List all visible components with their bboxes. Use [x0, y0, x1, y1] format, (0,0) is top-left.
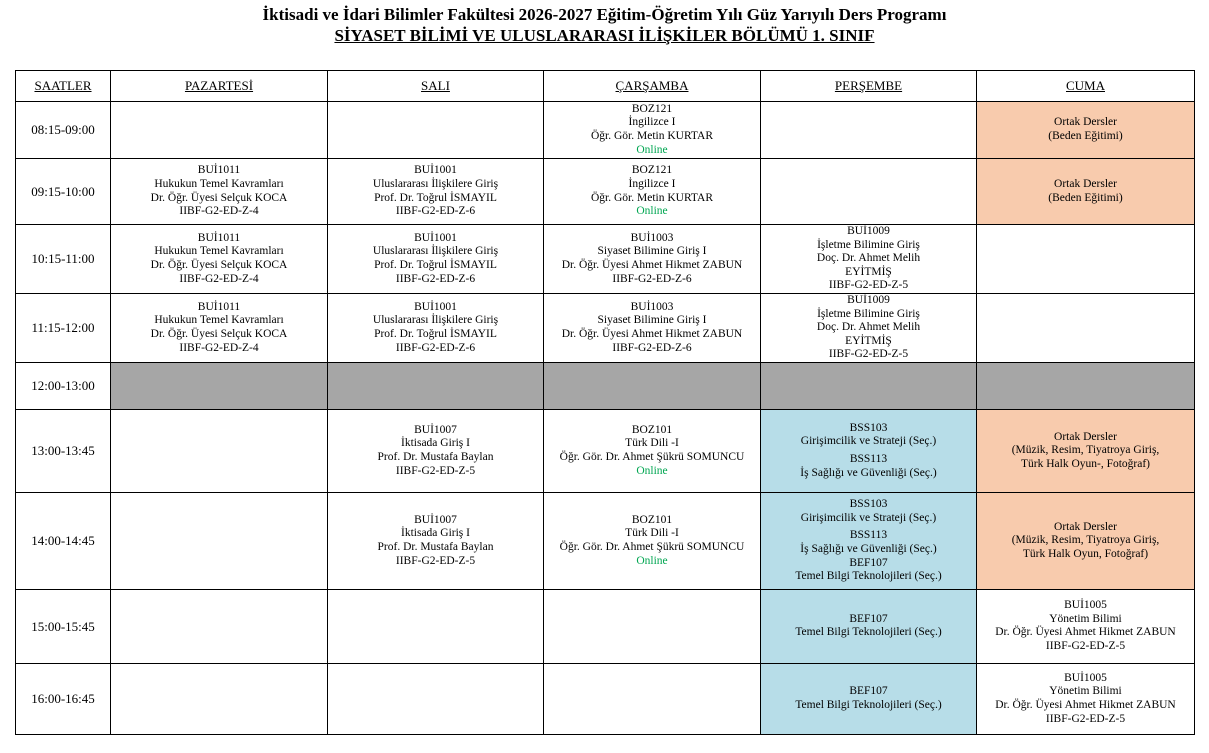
course-code: BUİ1009: [847, 293, 890, 306]
course-name: Türk Dili -I: [625, 527, 679, 540]
cell-tue: [328, 663, 544, 734]
table-row: [16, 225, 1195, 294]
classroom: IIBF-G2-ED-Z-6: [395, 272, 476, 285]
classroom: IIBF-G2-ED-Z-5: [828, 279, 909, 292]
time-cell: 15:00-15:45: [16, 589, 111, 663]
instructor: Öğr. Gör. Metin KURTAR: [590, 191, 713, 204]
instructor: Öğr. Gör. Dr. Ahmet Şükrü SOMUNCU: [559, 450, 745, 463]
course-name: İktisada Giriş I: [401, 437, 470, 450]
course-name: Yönetim Bilimi: [1049, 612, 1122, 625]
course-code: BUİ1005: [1064, 599, 1107, 612]
col-header-carsamba: ÇARŞAMBA: [544, 71, 761, 102]
instructor: Dr. Öğr. Üyesi Ahmet Hikmet ZABUN: [995, 626, 1176, 639]
course-note: (Beden Eğitimi): [1048, 191, 1123, 204]
instructor: Öğr. Gör. Metin KURTAR: [590, 130, 713, 142]
col-header-pazartesi: PAZARTESİ: [111, 71, 328, 102]
course-code: BEF107: [849, 556, 888, 569]
course-code: BUİ1003: [630, 300, 674, 313]
cell-mon: [111, 663, 328, 734]
time-cell: 11:15-12:00: [16, 293, 111, 362]
cell-fri-common: [977, 492, 1195, 589]
cell-wed: [544, 663, 761, 734]
cell-thu: [761, 293, 977, 362]
course-name: Yönetim Bilimi: [1049, 685, 1122, 698]
classroom: IIBF-G2-ED-Z-6: [612, 341, 692, 354]
instructor: Prof. Dr. Toğrul İSMAYIL: [374, 327, 497, 340]
cell-wed: [544, 409, 761, 492]
table-row: [16, 589, 1195, 663]
instructor: Öğr. Gör. Dr. Ahmet Şükrü SOMUNCU: [559, 540, 745, 553]
table-row: [16, 159, 1195, 225]
classroom: IIBF-G2-ED-Z-5: [828, 348, 909, 361]
course-note: (Beden Eğitimi): [1048, 130, 1123, 142]
course-name: Girişimcilik ve Strateji (Seç.): [800, 435, 937, 448]
cell-mon: [111, 159, 328, 225]
course-name: Ortak Dersler: [1054, 430, 1117, 443]
course-code: BUİ1001: [414, 164, 457, 177]
classroom: IIBF-G2-ED-Z-4: [179, 341, 259, 354]
cell-tue: [328, 159, 544, 225]
cell-thu-elective: [761, 409, 977, 492]
cell-mon: [111, 293, 328, 362]
cell-mon: [111, 225, 328, 294]
course-code: BOZ121: [631, 102, 673, 115]
course-note: Türk Halk Oyun-, Fotoğraf): [1020, 457, 1151, 470]
classroom: IIBF-G2-ED-Z-4: [179, 205, 259, 218]
course-name: İşletme Bilimine Giriş: [817, 238, 920, 251]
table-row: [16, 102, 1195, 159]
schedule-table: [15, 70, 1195, 735]
cell-thu: [761, 225, 977, 294]
cell-thu: [761, 102, 977, 159]
header-row: [16, 71, 1195, 102]
page-title: İktisadi ve İdari Bilimler Fakültesi 2026-2027 Eğitim-Öğretim Yılı Güz Yarıyılı Ders Programı: [262, 5, 947, 24]
instructor-surname: EYİTMİŞ: [845, 334, 892, 347]
course-name: İngilizce I: [628, 116, 676, 129]
table-row: [16, 663, 1195, 734]
course-code: BOZ101: [631, 513, 673, 526]
course-code: BSS103: [849, 421, 888, 434]
course-code: BEF107: [849, 685, 888, 698]
cell-tue: [328, 293, 544, 362]
cell-wed: [544, 293, 761, 362]
instructor: Prof. Dr. Mustafa Baylan: [377, 540, 494, 553]
online-label: Online: [636, 464, 668, 477]
online-label: Online: [636, 554, 668, 567]
instructor: Doç. Dr. Ahmet Melih: [816, 252, 921, 265]
instructor: Doç. Dr. Ahmet Melih: [816, 321, 921, 334]
cell-mon: [111, 589, 328, 663]
course-code: BOZ121: [631, 164, 673, 177]
cell-wed: [544, 225, 761, 294]
course-name: Temel Bilgi Teknolojileri (Seç.): [795, 698, 942, 711]
course-note: (Müzik, Resim, Tiyatroya Giriş,: [1011, 534, 1160, 547]
course-code: BUİ1001: [414, 300, 457, 313]
cell-wed: [544, 492, 761, 589]
course-code: BUİ1003: [630, 231, 674, 244]
course-name: İktisada Giriş I: [401, 527, 470, 540]
instructor: Prof. Dr. Toğrul İSMAYIL: [374, 258, 497, 271]
course-name: Temel Bilgi Teknolojileri (Seç.): [795, 570, 942, 583]
course-name: İngilizce I: [628, 177, 676, 190]
cell-wed: [544, 589, 761, 663]
col-header-sali: SALI: [328, 71, 544, 102]
cell-fri: [977, 225, 1195, 294]
cell-tue: [328, 409, 544, 492]
cell-fri-common: [977, 102, 1195, 159]
course-code: BUİ1005: [1064, 671, 1107, 684]
course-name: Ortak Dersler: [1054, 177, 1117, 190]
lunch-cell: [328, 362, 544, 409]
cell-tue: [328, 589, 544, 663]
course-name: İşletme Bilimine Giriş: [817, 307, 920, 320]
course-code: BUİ1007: [414, 513, 457, 526]
table-row: [16, 492, 1195, 589]
classroom: IIBF-G2-ED-Z-6: [612, 272, 692, 285]
lunch-row: [16, 362, 1195, 409]
cell-thu-elective: [761, 492, 977, 589]
cell-wed: [544, 102, 761, 159]
cell-mon: [111, 102, 328, 159]
instructor: Prof. Dr. Mustafa Baylan: [377, 450, 494, 463]
course-name: İş Sağlığı ve Güvenliği (Seç.): [800, 466, 937, 479]
course-name: Hukukun Temel Kavramları: [154, 245, 284, 258]
course-name: Temel Bilgi Teknolojileri (Seç.): [795, 626, 942, 639]
course-name: Siyaset Bilimine Giriş I: [597, 245, 707, 258]
course-code: BUİ1011: [197, 231, 241, 244]
course-code: BUİ1011: [197, 300, 241, 313]
cell-fri-common: [977, 409, 1195, 492]
cell-fri: [977, 589, 1195, 663]
course-name: Girişimcilik ve Strateji (Seç.): [800, 511, 937, 524]
instructor-surname: EYİTMİŞ: [845, 265, 892, 278]
cell-fri: [977, 293, 1195, 362]
course-code: BSS113: [849, 452, 888, 465]
cell-fri-common: [977, 159, 1195, 225]
classroom: IIBF-G2-ED-Z-4: [179, 272, 259, 285]
cell-thu: [761, 159, 977, 225]
cell-tue: [328, 492, 544, 589]
course-name: Uluslararası İlişkilere Giriş: [372, 177, 499, 190]
time-cell: 10:15-11:00: [16, 225, 111, 294]
cell-thu-elective: [761, 589, 977, 663]
time-cell: 08:15-09:00: [16, 102, 111, 159]
instructor: Dr. Öğr. Üyesi Selçuk KOCA: [150, 327, 288, 340]
instructor: Prof. Dr. Toğrul İSMAYIL: [374, 191, 497, 204]
cell-tue: [328, 102, 544, 159]
course-code: BSS113: [849, 529, 888, 542]
cell-mon: [111, 492, 328, 589]
time-cell: 16:00-16:45: [16, 663, 111, 734]
lunch-cell: [761, 362, 977, 409]
course-name: Uluslararası İlişkilere Giriş: [372, 314, 499, 327]
course-name: Hukukun Temel Kavramları: [154, 314, 284, 327]
course-code: BSS103: [849, 498, 888, 511]
cell-tue: [328, 225, 544, 294]
course-code: BEF107: [849, 612, 888, 625]
online-label: Online: [636, 205, 668, 218]
course-code: BUİ1011: [197, 164, 241, 177]
course-name: Hukukun Temel Kavramları: [154, 177, 284, 190]
online-label: Online: [636, 143, 668, 156]
col-header-cuma: CUMA: [977, 71, 1195, 102]
cell-thu-elective: [761, 663, 977, 734]
lunch-cell: [977, 362, 1195, 409]
instructor: Dr. Öğr. Üyesi Selçuk KOCA: [150, 191, 288, 204]
cell-fri: [977, 663, 1195, 734]
classroom: IIBF-G2-ED-Z-6: [395, 341, 476, 354]
table-row: [16, 409, 1195, 492]
course-code: BUİ1007: [414, 423, 457, 436]
time-cell: 13:00-13:45: [16, 409, 111, 492]
instructor: Dr. Öğr. Üyesi Ahmet Hikmet ZABUN: [561, 258, 743, 271]
classroom: IIBF-G2-ED-Z-5: [395, 464, 476, 477]
instructor: Dr. Öğr. Üyesi Ahmet Hikmet ZABUN: [561, 327, 743, 340]
classroom: IIBF-G2-ED-Z-6: [395, 205, 476, 218]
instructor: Dr. Öğr. Üyesi Ahmet Hikmet ZABUN: [995, 698, 1176, 711]
instructor: Dr. Öğr. Üyesi Selçuk KOCA: [150, 258, 288, 271]
lunch-cell: [111, 362, 328, 409]
course-code: BUİ1009: [847, 225, 890, 237]
course-name: Siyaset Bilimine Giriş I: [597, 314, 707, 327]
course-code: BUİ1001: [414, 231, 457, 244]
course-note: (Müzik, Resim, Tiyatroya Giriş,: [1011, 444, 1160, 457]
course-name: Ortak Dersler: [1054, 520, 1117, 533]
table-row: [16, 293, 1195, 362]
col-header-persembe: PERŞEMBE: [761, 71, 977, 102]
lunch-cell: [544, 362, 761, 409]
classroom: IIBF-G2-ED-Z-5: [1045, 640, 1126, 653]
cell-wed: [544, 159, 761, 225]
classroom: IIBF-G2-ED-Z-5: [395, 554, 476, 567]
course-name: Ortak Dersler: [1054, 116, 1117, 129]
col-header-saatler: SAATLER: [16, 71, 111, 102]
cell-mon: [111, 409, 328, 492]
course-name: Türk Dili -I: [625, 437, 679, 450]
time-cell: 14:00-14:45: [16, 492, 111, 589]
classroom: IIBF-G2-ED-Z-5: [1045, 712, 1126, 725]
course-note: Türk Halk Oyun, Fotoğraf): [1022, 547, 1149, 560]
course-code: BOZ101: [631, 423, 673, 436]
time-cell: 09:15-10:00: [16, 159, 111, 225]
course-name: İş Sağlığı ve Güvenliği (Seç.): [800, 542, 937, 555]
time-cell: 12:00-13:00: [16, 362, 111, 409]
page-subtitle: SİYASET BİLİMİ VE ULUSLARARASI İLİŞKİLER BÖLÜMÜ 1. SINIF: [334, 26, 875, 45]
course-name: Uluslararası İlişkilere Giriş: [372, 245, 499, 258]
